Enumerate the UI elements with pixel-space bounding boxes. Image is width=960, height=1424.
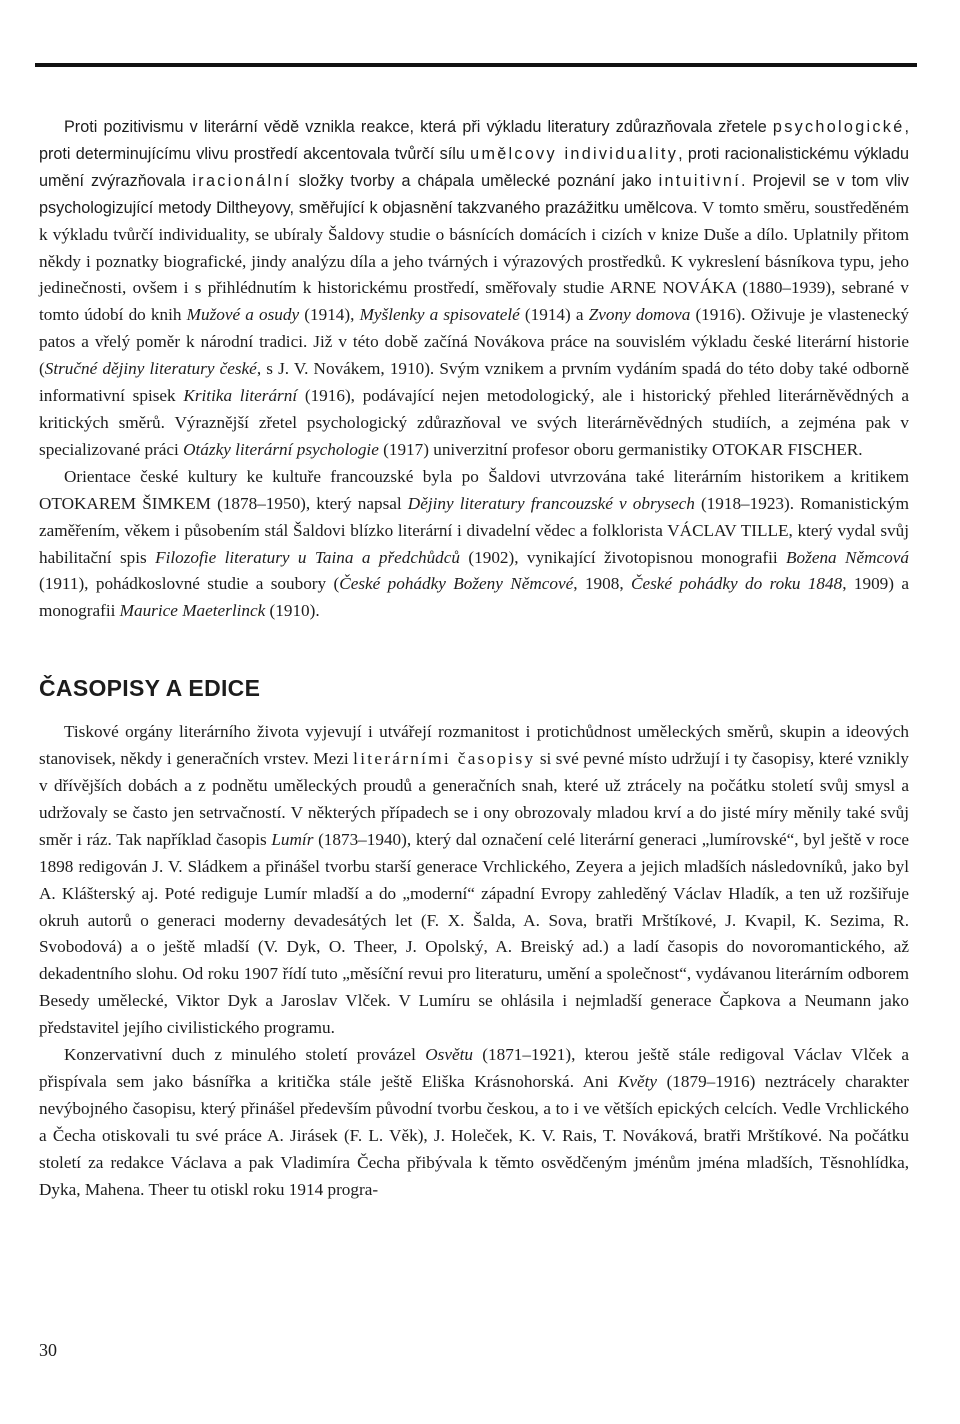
text-run: , 1908, (573, 574, 631, 594)
text-run: (1873–1940), který dal označení celé literární generaci „lumírovské“, byl ještě v roce 1898 redigován J. V. Sládkem a přinášel tvorbu starší generace Vrchlického, Zeyera a jejich mladších následovníků, jako byl A. Klášterský aj. Poté rediguje Lumír mladší a do „moderní“ západní Evropy zahleděný Václav Hladík, a ten už rozšiřuje okruh autorů o generaci moderny devadesátých let (F. X. Šalda, A. Sova, bratři Mrštíkové, J. Kvapil, K. Sezima, R. Svobodová) a o ještě mladší (V. Dyk, O. Theer, J. Opolský, A. Breiský ad.) a ladí časopis do novoromantického, až dekadentního slohu. Od roku 1907 řídí tuto „měsíční revui pro literaturu, umění a společnost“, vydávanou literárním odborem Besedy umělecké, Viktor Dyk a Jaroslav Vlček. V Lumíru se ohlásila i nejmladší generace Čapkova a Neumann jako představitel jejího civilistického programu. (39, 829, 909, 1038)
italic-title: Dějiny literatury francouzské v obrysech (407, 493, 695, 513)
paragraph (39, 719, 909, 1042)
text-run: iracionální (192, 171, 292, 190)
text-run: (1910). (265, 601, 320, 621)
text-run: literárními časopisy (353, 749, 536, 769)
italic-title: Zvony domova (588, 305, 691, 325)
text-run: (1917) univerzitní profesor oboru germanistiky OTOKAR FISCHER. (378, 439, 863, 459)
italic-title: Květy (617, 1072, 658, 1091)
italic-title: Maurice Maeterlinck (119, 601, 266, 621)
text-run: Orientace české kultury ke kultuře francouzské byla po Šaldovi utvrzována také literárním historikem a kritikem OTOKAREM ŠIMKEM (1878–1950), který napsal (39, 466, 909, 513)
paragraph (39, 464, 909, 625)
text-run: V tomto směru, soustředěném k výkladu tvůrčí individuality, se ubíraly Šaldovy studie o básnících domácích i cizích v knize Duše a dílo. Uplatnily přitom někdy i poznatky biografické, jindy analýzu díla a jeho tvárných i výrazových prostředků. K vykreslení básníkova typu, jeho jedinečnosti, ovšem i s přihlédnutím k historickému prostředí, směřovaly studie ARNE NOVÁKA (1880–1939), sebrané v tomto údobí do knih (39, 197, 909, 325)
text-run: umělcovy individuality (470, 144, 679, 163)
paragraph (39, 114, 909, 464)
text-run: (1914), (299, 305, 360, 325)
text-run: (1902), vynikající životopisnou monografii (460, 547, 787, 567)
italic-title: Otázky literární psychologie (183, 439, 379, 459)
text-run: psychologické (772, 118, 905, 136)
text-run: . Projevil se v tom vliv psychologizující metody Diltheyovy, směřující k objasnění takzvaného prazážitku umělcova. (39, 171, 909, 217)
text-run: Proti pozitivismu v literární vědě vznikla reakce, která při výkladu literatury zdůrazňovala zřetele (64, 118, 773, 136)
page-number: 30 (39, 1340, 57, 1360)
text-run: (1918–1923). Romanistickým zaměřením, věkem i působením stál Šaldovi blízko literární i divadelní vědec a folklorista VÁCLAV TILLE, který vydal svůj habilitační spis (39, 493, 910, 567)
text-run: složky tvorby a chápala umělecké poznání jako (291, 171, 659, 190)
section-heading: ČASOPISY A EDICE (39, 675, 261, 702)
italic-title: Kritika literární (183, 386, 298, 406)
top-rule (35, 63, 917, 67)
italic-title: Myšlenky a spisovatelé (359, 305, 520, 325)
section-intro (39, 114, 909, 625)
italic-title: Osvětu (425, 1045, 473, 1065)
text-run: si své pevné místo udržují i ty časopisy, které vznikly v dřívějších dobách a z podnětu uměleckých proudů a generačních snah, které už ztrácely na počátku století svůj smysl a udržovaly se často jen setrvačností. V některých případech se i ony obrozovaly mladou krví a do jisté míry měnily také svůj směr i ráz. Tak například časopis (39, 749, 910, 849)
text-run: Konzervativní duch z minulého století provázel (64, 1045, 426, 1065)
text-run: , s J. V. Novákem, 1910). Svým vznikem a prvním vydáním spadá do této doby také odborně informativní spisek (39, 359, 909, 406)
section-casopisy (39, 719, 909, 1203)
text-run: (1879–1916) neztrácely charakter nevýbojného časopisu, který přinášel především původní tvorbu českou, a to i ve větších epických celcích. Vedle Vrchlického a Čecha otiskovali tu své práce A. Jirásek (F. L. Věk), J. Holeček, K. V. Rais, T. Nováková, bratři Mrštíkové. Na počátku století za redakce Václava a pak Vladimíra Čecha přibývala k těmto osvědčeným jménům jména mladších, Těsnohlídka, Dyka, Mahena. Theer tu otiskl roku 1914 progra- (39, 1072, 909, 1199)
italic-title: Filozofie literatury u Taina a předchůdců (155, 547, 460, 567)
text-run: , proti determinujícímu vlivu prostředí akcentovala tvůrčí sílu (39, 118, 909, 163)
italic-title: Mužové a osudy (186, 305, 300, 325)
text-run: (1916). Oživuje je vlastenecký patos a vřelý poměr k národní tradici. Již v této době začíná Novákova práce na souvislém výkladu české literární historie ( (39, 305, 910, 379)
text-run: (1871–1921), kterou ještě stále redigoval Václav Vlček a přispívala sem jako básnířka a kritička stále ještě Eliška Krásnohorská. Ani (39, 1045, 910, 1091)
text-run: intuitivní (658, 171, 741, 190)
text-run: Tiskové orgány literárního života vyjevují i utvářejí rozmanitost i protichůdnost uměleckých směrů, skupin a ideových stanovisek, někdy i generačních vrstev. Mezi (39, 722, 909, 769)
italic-title: České pohádky do roku 1848 (631, 574, 843, 594)
text-run: , proti racionalistickému výkladu umění zvýrazňovala (39, 144, 910, 190)
page-body (39, 114, 909, 1204)
italic-title: Lumír (271, 829, 314, 849)
text-run: (1911), pohádkoslovné studie a soubory ( (39, 574, 340, 594)
italic-title: Stručné dějiny literatury české (44, 359, 257, 379)
italic-title: České pohádky Boženy Němcové (339, 574, 574, 594)
text-run: , 1909) a monografii (39, 574, 910, 621)
text-run: (1914) a (519, 305, 589, 325)
text-run: (1916), podávající nejen metodologický, ale i historický přehled literárněvědných a kritických směrů. Výraznější zřetel psychologický zdůrazňoval ve svých literárněvědných studiích, a zejména pak v specializované práci (39, 386, 910, 459)
paragraph (39, 1042, 909, 1203)
italic-title: Božena Němcová (786, 547, 909, 567)
